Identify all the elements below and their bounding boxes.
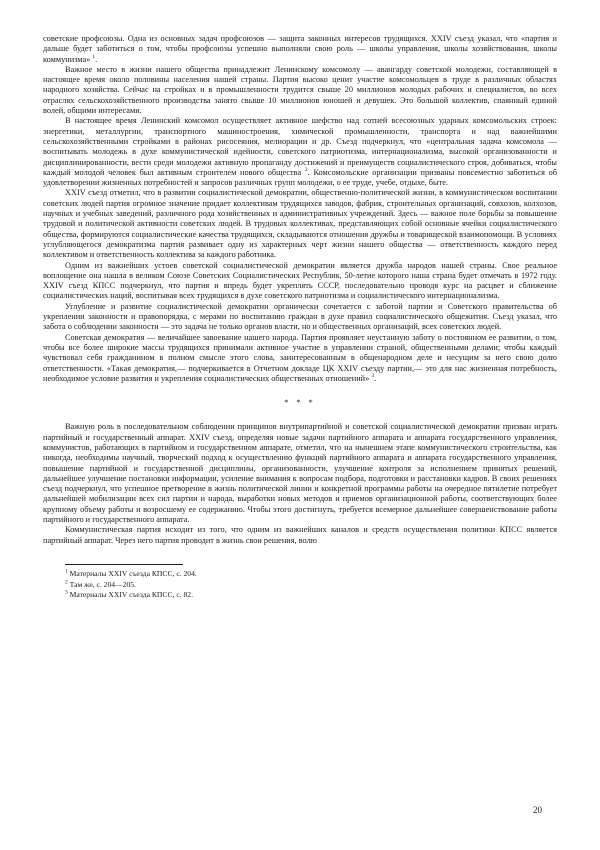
page-number: 20 xyxy=(533,805,542,815)
paragraph-legality: Углубление и развитие социалистической демократии органически сочетается с заботой партии и Советского правительства об укреплении законности и правопорядка, с мерами по воспитанию граждан в духе правил социалистического общежития. Съезд указал, что забота о соблюдении законности — это задача не только органов власти, но и общественных организаций, всех советских людей. xyxy=(43,301,557,332)
footnote-divider xyxy=(65,564,183,565)
paragraph-apparatus: Важную роль в последовательном соблюдении принципов внутрипартийной и советской социалистической демократии призван играть партийный и государственный аппарат. XXIV съезд, определяя новые задачи партийного аппарата и аппарата государственного управления, коммунистов, работающих в партийном и государственном аппарате, отметил, что на нынешнем этапе коммунистического строительства, как никогда, необходимы научный, творческий подход к осуществлению функций партийного аппарата и аппарата государственного управления, повышение партийной и государственной дисциплины, организованности, улучшение контроля за исполнением принятых решений, дальнейшее улучшение постановки информации, усиление внимания к вопросам подбора, подготовки и расстановки кадров. В своих решениях съезд подчеркнул, что успешное претворение в жизнь политической линии и конкретной программы работы на очередное пятилетие потребует дальнейшей мобилизации всех сил партии и народа, выработки новых методов и приемов организационной работы, соответствующих более крупному объему работы и возросшему ее содержанию. Чтобы этого достигнуть, требуется всемерное дальнейшее совершенствование работы партийного и государственного аппарата. xyxy=(43,422,557,525)
paragraph-trade-unions: советские профсоюзы. Одна из основных задач профсоюзов — защита законных интересов трудящихся. XXIV съезд указал, что «партия и дальше будет заботиться о том, чтобы профсоюзы успешно выполняли свою роль — школы управления, школы хозяйствования, школы коммунизма» $^1$. xyxy=(43,34,557,64)
footnote-2: $^2$ Там же, с. 204—205. xyxy=(65,579,136,589)
paragraph-labor-collectives: XXIV съезд отметил, что в развитии социалистической демократии, общественно-политической жизни, в коммунистическом воспитании советских людей партия огромное значение придает коллективам трудящихся заводов, фабрик, строительных организаций, совхозов, колхозов, научных и учебных заведений, различного рода хозяйственных и административных учреждений. Здесь — важное поле борьбы за повышение трудовой и политической активности советских людей. В трудовых коллективах, представляющих собой основные ячейки социалистического общества, формируются социалистические качества трудящихся, складываются отношения дружбы и товарищеской взаимопомощи. В условиях углубляющегося демократизма партия развивает одну из характерных черт жизни нашего общества — ответственность каждого перед коллективом и ответственность коллектива за каждого работника. xyxy=(43,188,557,260)
paragraph-party-apparatus: Коммунистическая партия исходит из того, что одним из важнейших каналов и средств осуществления политики КПСС является партийный аппарат. Через него партия проводит в жизнь свои решения, волю xyxy=(43,525,557,545)
footnote-3: $^3$ Материалы XXIV съезда КПСС, с. 82. xyxy=(65,589,193,600)
paragraph-komsomol-patronage: В настоящее время Ленинский комсомол осуществляет активное шефство над сотней всесоюзных ударных комсомольских строек: энергетики, металлургии, транспортного машиностроения, химической промышленности, транспорта и над важнейшими сельскохозяйственными стройками в районах рисосеяния, мелиорации и др. Съезд подчеркнул, что «центральная задача комсомола — воспитывать молодежь в духе коммунистической идейности, советского патриотизма, интернационализма, высокой организованности и дисциплинированности, вести среди молодежи активную пропаганду достижений и преимуществ социалистического строя, добиваться, чтобы каждый молодой человек был активным строителем нового общества $^2$. Комсомольские организации призваны повсеместно заботиться об удовлетворении жизненных потребностей и запросов различных групп молодежи, о ее труде, учебе, отдыхе, быте. xyxy=(43,116,557,188)
section-separator: * * * xyxy=(284,398,316,408)
paragraph-komsomol: Важное место в жизни нашего общества принадлежит Ленинскому комсомолу — авангарду советской молодежи, составляющей в настоящее время около половины населения нашей страны. Партия высоко ценит участие комсомольцев в труде в различных областях народного хозяйства. Сейчас на стройках и в промышленности трудится свыше 20 миллионов молодых рабочих и специалистов, во всех отраслях сельскохозяйственного производства занято свыше 10 миллионов юношей и девушек. Это большой коллектив, спаянный единой волей, общими интересами. xyxy=(43,64,557,116)
footnote-ref-3[interactable]: 3 xyxy=(371,373,375,380)
footnote-ref-2[interactable]: 2 xyxy=(304,167,308,174)
footnote-ref-1[interactable]: 1 xyxy=(92,53,96,60)
paragraph-soviet-democracy: Советская демократия — величайшее завоевание нашего народа. Партия проявляет неустанную заботу о постоянном ее развитии, о том, чтобы все более широкие массы трудящихся принимали активное участие в управлении страной, общественными делами; чтобы каждый чувствовал себя гражданином в полном смысле этого слова, заинтересованным в общенародном деле и несущим за него свою долю ответственности. «Такая демократия,— подчеркивается в Отчетном докладе ЦК XXIV съезду партии,— это для нас жизненная потребность, необходимое условие развития и укрепления социалистических общественных отношений» $^3$. xyxy=(43,332,557,383)
footnote-1: $^1$ Материалы XXIV съезда КПСС, с. 204. xyxy=(65,568,197,578)
paragraph-friendship-of-peoples: Одним из важнейших устоев советской социалистической демократии является дружба народов нашей страны. Свое реальное воплощение она нашла в великом Союзе Советских Социалистических Республик, 50-летие которого наша страна будет отмечать в 1972 году. XXIV съезд КПСС подчеркнул, что партия и впредь будет укреплять СССР, последовательно проводя курс на расцвет и сближение социалистических наций, воспитывая всех трудящихся в духе советского патриотизма и социалистического интернационализма. xyxy=(43,260,557,301)
